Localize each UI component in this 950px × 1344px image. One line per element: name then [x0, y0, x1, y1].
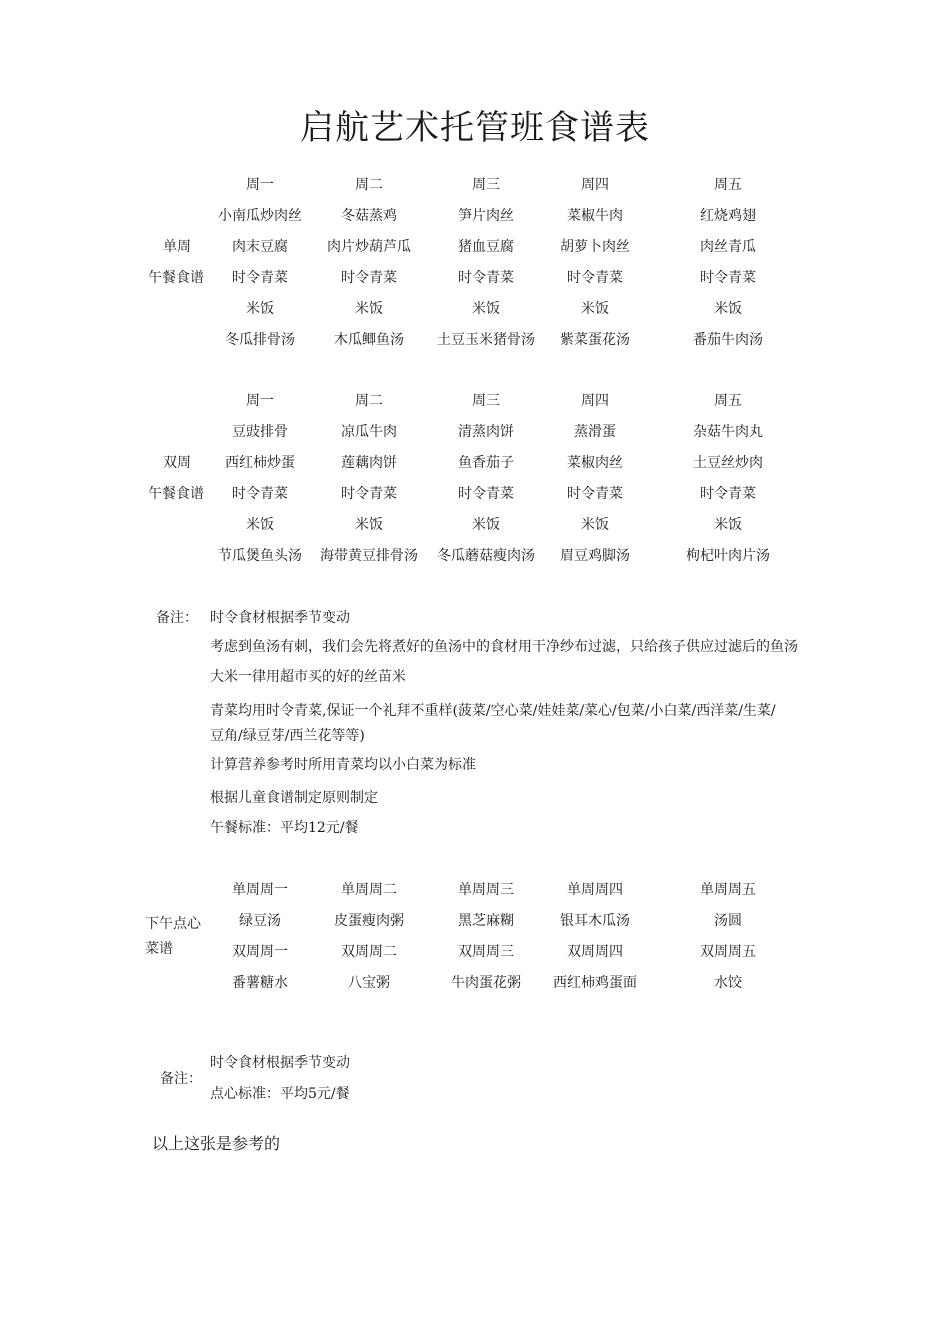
dish-cell: 冬瓜蘑菇瘦肉汤 — [437, 548, 535, 564]
menu-label-type: 午餐食谱 — [148, 270, 204, 286]
snack-cell: 黑芝麻糊 — [458, 913, 514, 929]
dish-cell: 时令青菜 — [341, 486, 397, 502]
day-header: 周四 — [581, 393, 609, 409]
dish-cell: 肉末豆腐 — [232, 239, 288, 255]
snack-cell: 绿豆汤 — [239, 913, 281, 929]
menu-label-week: 双周 — [163, 455, 191, 471]
dish-cell: 时令青菜 — [700, 486, 756, 502]
snack-day-header: 双周周三 — [458, 944, 514, 960]
dish-cell: 米饭 — [246, 517, 274, 533]
dish-cell: 肉片炒葫芦瓜 — [327, 239, 411, 255]
dish-cell: 红烧鸡翅 — [700, 208, 756, 224]
dish-cell: 小南瓜炒肉丝 — [218, 208, 302, 224]
dish-cell: 西红柿炒蛋 — [225, 455, 295, 471]
snack-day-header: 单周周三 — [458, 882, 514, 898]
dish-cell: 时令青菜 — [232, 486, 288, 502]
dish-cell: 笋片肉丝 — [458, 208, 514, 224]
dish-cell: 鱼香茄子 — [458, 455, 514, 471]
dish-cell: 肉丝青瓜 — [700, 239, 756, 255]
snack-cell: 西红柿鸡蛋面 — [553, 975, 637, 991]
note-line: 考虑到鱼汤有刺，我们会先将煮好的鱼汤中的食材用干净纱布过滤，只给孩子供应过滤后的鱼汤 — [210, 639, 798, 655]
day-header: 周五 — [714, 393, 742, 409]
menu-label-week: 单周 — [163, 239, 191, 255]
dish-cell: 时令青菜 — [567, 486, 623, 502]
snack-day-header: 双周周四 — [567, 944, 623, 960]
note-line: 根据儿童食谱制定原则制定 — [210, 790, 378, 806]
day-header: 周一 — [246, 393, 274, 409]
dish-cell: 木瓜鲫鱼汤 — [334, 332, 404, 348]
snack-day-header: 单周周一 — [232, 882, 288, 898]
dish-cell: 菜椒肉丝 — [567, 455, 623, 471]
dish-cell: 海带黄豆排骨汤 — [320, 548, 418, 564]
snack-day-header: 单周周四 — [567, 882, 623, 898]
snack-day-header: 双周周二 — [341, 944, 397, 960]
dish-cell: 菜椒牛肉 — [567, 208, 623, 224]
snack-cell: 八宝粥 — [348, 975, 390, 991]
dish-cell: 枸杞叶肉片汤 — [686, 548, 770, 564]
note-line: 大米一律用超市买的好的丝苗米 — [210, 669, 406, 685]
dish-cell: 米饭 — [581, 517, 609, 533]
dish-cell: 时令青菜 — [700, 270, 756, 286]
dish-cell: 米饭 — [246, 301, 274, 317]
snack-cell: 牛肉蛋花粥 — [451, 975, 521, 991]
dish-cell: 米饭 — [355, 517, 383, 533]
dish-cell: 豆豉排骨 — [232, 424, 288, 440]
snack-cell: 番薯糖水 — [232, 975, 288, 991]
dish-cell: 米饭 — [581, 301, 609, 317]
snack-cell: 皮蛋瘦肉粥 — [334, 913, 404, 929]
dish-cell: 米饭 — [472, 517, 500, 533]
dish-cell: 土豆玉米猪骨汤 — [437, 332, 535, 348]
note-line: 时令食材根据季节变动 — [210, 1055, 350, 1071]
dish-cell: 米饭 — [355, 301, 383, 317]
snack-cell: 银耳木瓜汤 — [560, 913, 630, 929]
day-header: 周三 — [472, 393, 500, 409]
day-header: 周一 — [246, 177, 274, 193]
dish-cell: 番茄牛肉汤 — [693, 332, 763, 348]
snack-day-header: 单周周五 — [700, 882, 756, 898]
dish-cell: 米饭 — [714, 517, 742, 533]
dish-cell: 胡萝卜肉丝 — [560, 239, 630, 255]
dish-cell: 时令青菜 — [341, 270, 397, 286]
day-header: 周四 — [581, 177, 609, 193]
footer-note: 以上这张是参考的 — [152, 1134, 281, 1153]
dish-cell: 清蒸肉饼 — [458, 424, 514, 440]
day-header: 周二 — [355, 393, 383, 409]
menu-label-type: 午餐食谱 — [148, 486, 204, 502]
note-line: 计算营养参考时所用青菜均以小白菜为标准 — [210, 757, 476, 773]
dish-cell: 冬菇蒸鸡 — [341, 208, 397, 224]
dish-cell: 米饭 — [472, 301, 500, 317]
dish-cell: 眉豆鸡脚汤 — [560, 548, 630, 564]
snack-label-line1: 下午点心 — [145, 916, 201, 932]
dish-cell: 米饭 — [714, 301, 742, 317]
dish-cell: 凉瓜牛肉 — [341, 424, 397, 440]
note-line: 时令食材根据季节变动 — [210, 610, 350, 626]
snack-cell: 汤圆 — [714, 913, 742, 929]
note-line: 青菜均用时令青菜,保证一个礼拜不重样(菠菜/空心菜/娃娃菜/菜心/包菜/小白菜/西洋菜/生菜/ — [210, 703, 776, 719]
day-header: 周二 — [355, 177, 383, 193]
dish-cell: 蒸滑蛋 — [574, 424, 616, 440]
snack-day-header: 单周周二 — [341, 882, 397, 898]
note-line: 豆角/绿豆芽/西兰花等等) — [210, 728, 365, 744]
dish-cell: 时令青菜 — [458, 270, 514, 286]
dish-cell: 冬瓜排骨汤 — [225, 332, 295, 348]
day-header: 周五 — [714, 177, 742, 193]
note-line: 点心标准：平均5元/餐 — [210, 1086, 350, 1102]
page-title: 启航艺术托管班食谱表 — [300, 108, 650, 148]
dish-cell: 杂菇牛肉丸 — [693, 424, 763, 440]
note-line: 午餐标准：平均12元/餐 — [210, 820, 359, 836]
dish-cell: 猪血豆腐 — [458, 239, 514, 255]
dish-cell: 时令青菜 — [567, 270, 623, 286]
dish-cell: 紫菜蛋花汤 — [560, 332, 630, 348]
notes-label: 备注： — [160, 1071, 202, 1087]
snack-cell: 水饺 — [714, 975, 742, 991]
dish-cell: 莲藕肉饼 — [341, 455, 397, 471]
snack-label-line2: 菜谱 — [145, 941, 173, 957]
dish-cell: 土豆丝炒肉 — [693, 455, 763, 471]
notes-label: 备注： — [156, 610, 198, 626]
day-header: 周三 — [472, 177, 500, 193]
snack-day-header: 双周周一 — [232, 944, 288, 960]
snack-day-header: 双周周五 — [700, 944, 756, 960]
dish-cell: 时令青菜 — [232, 270, 288, 286]
dish-cell: 节瓜煲鱼头汤 — [218, 548, 302, 564]
dish-cell: 时令青菜 — [458, 486, 514, 502]
